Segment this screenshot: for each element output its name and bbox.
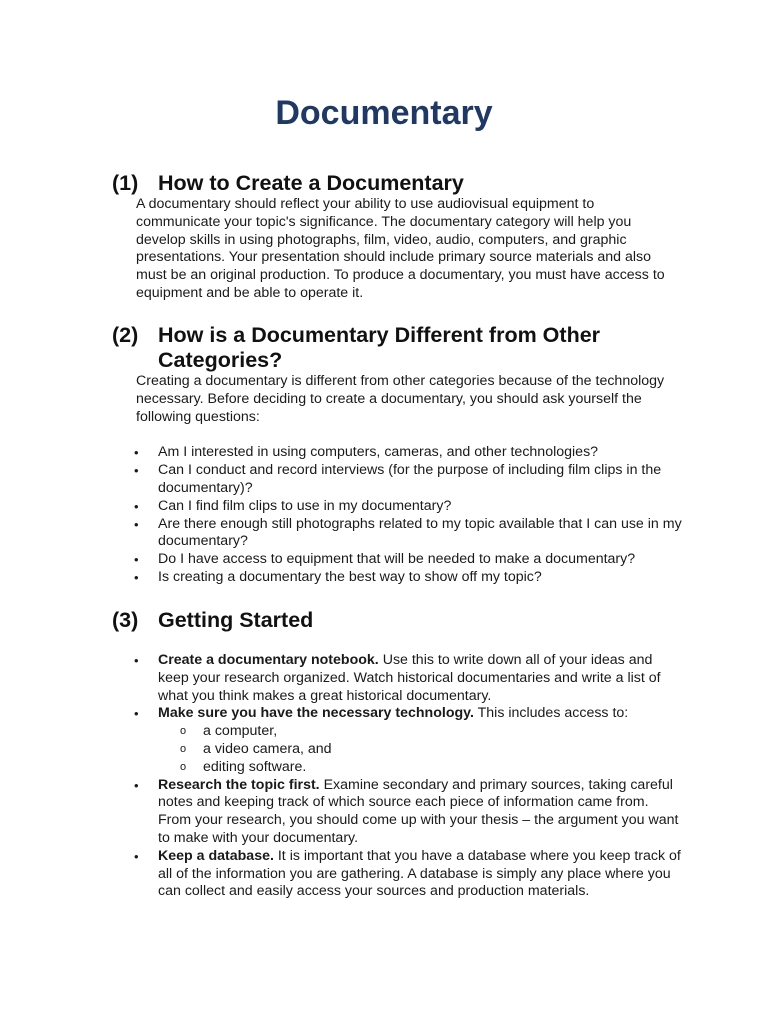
list-item <box>112 652 682 705</box>
list-item-text: Use this to write down all of your ideas and keep your research organized. Watch historical documentaries and write a list of what you think makes a great historical documentary. <box>158 652 661 704</box>
bullet-icon: • <box>134 498 139 514</box>
technology-sublist <box>158 723 682 776</box>
section-number: (3) <box>112 608 139 632</box>
list-item-text: Examine secondary and primary sources, taking careful notes and keeping track of which source each piece of information came from. From your research, you should come up with your thesis – the argument you want to make with your documentary. <box>158 776 679 846</box>
list-item-text: Can I find film clips to use in my documentary? <box>158 497 452 514</box>
getting-started-list <box>112 652 682 901</box>
bullet-icon: • <box>134 516 139 532</box>
list-item-lead: Keep a database. <box>158 847 274 864</box>
sublist-item-text: a video camera, and <box>203 740 332 757</box>
list-item-text: Are there enough still photographs related to my topic available that I can use in my documentary? <box>158 515 682 550</box>
list-item-lead: Create a documentary notebook. <box>158 652 379 668</box>
bullet-icon: • <box>134 706 139 722</box>
bullet-icon: • <box>134 463 139 479</box>
section-paragraph: A documentary should reflect your ability to use audiovisual equipment to communicate your topic's significance. The documentary category will help you develop skills in using photographs, film, video, audio, computers, and graphic presentations. Your presentation should include primary source materials and also must be an original production. To produce a documentary, you must have access to equipment and be able to operate it. <box>136 196 665 301</box>
sublist-item <box>158 723 682 741</box>
sublist-item <box>158 741 682 759</box>
section-getting-started <box>112 608 682 901</box>
list-item <box>112 551 682 569</box>
section-body <box>136 373 682 426</box>
list-item <box>112 705 682 776</box>
list-item <box>112 444 682 462</box>
circle-bullet-icon: o <box>180 742 187 755</box>
sublist-item <box>158 759 682 777</box>
section-heading <box>112 323 682 373</box>
list-item <box>112 777 682 848</box>
section-paragraph: Creating a documentary is different from other categories because of the technology necessary. Before deciding to create a documentary, you should ask yourself the following questions: <box>136 373 665 425</box>
section-number: (2) <box>112 323 139 347</box>
circle-bullet-icon: o <box>180 725 187 738</box>
bullet-icon: • <box>134 552 139 568</box>
bullet-icon: • <box>134 569 139 585</box>
bullet-icon: • <box>134 848 139 864</box>
list-item <box>112 516 682 552</box>
bullet-icon: • <box>134 653 139 668</box>
section-title: Getting Started <box>158 608 314 632</box>
section-heading <box>112 608 682 633</box>
list-item-lead: Research the topic first. <box>158 776 320 793</box>
list-item <box>112 498 682 516</box>
page-title: Documentary <box>275 94 493 132</box>
section-how-different <box>112 323 682 587</box>
list-item <box>112 462 682 498</box>
question-list <box>112 444 682 586</box>
section-number: (1) <box>112 171 139 195</box>
list-item-text: This includes access to: <box>473 705 629 722</box>
list-item-text: Am I interested in using computers, cameras, and other technologies? <box>158 444 599 461</box>
list-item-lead: Make sure you have the necessary technology. <box>158 705 474 722</box>
bullet-icon: • <box>134 445 139 461</box>
bullet-icon: • <box>134 777 139 793</box>
circle-bullet-icon: o <box>180 760 187 773</box>
list-item <box>112 848 682 901</box>
section-title: How is a Documentary Different from Other Categories? <box>158 323 601 372</box>
section-how-to-create <box>112 171 682 303</box>
list-item-text: It is important that you have a database where you keep track of all of the information you are gathering. A database is simply any place where you can collect and easily access your sources and production materials. <box>158 847 681 900</box>
list-item-text: Do I have access to equipment that will be needed to make a documentary? <box>158 551 636 568</box>
sublist-item-text: editing software. <box>203 758 307 775</box>
section-body <box>136 196 682 303</box>
section-title: How to Create a Documentary <box>158 171 464 195</box>
section-heading <box>112 171 682 196</box>
list-item <box>112 569 682 587</box>
sublist-item-text: a computer, <box>203 723 278 740</box>
list-item-text: Is creating a documentary the best way to show off my topic? <box>158 568 542 585</box>
list-item-text: Can I conduct and record interviews (for the purpose of including film clips in the documentary)? <box>158 462 662 496</box>
